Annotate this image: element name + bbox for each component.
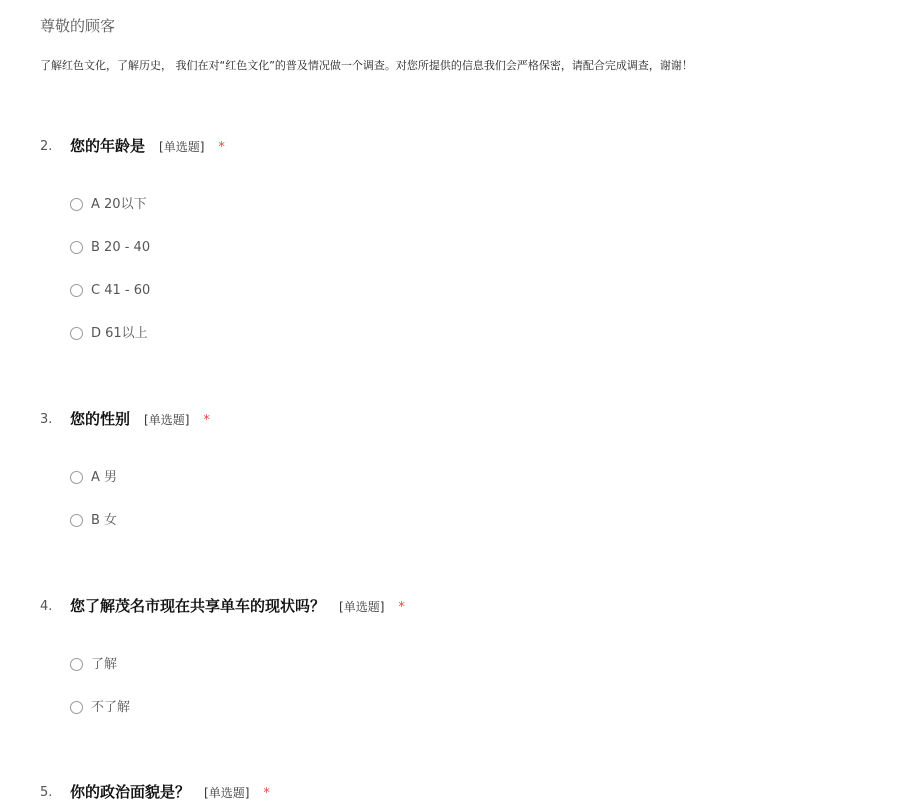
question-type: [单选题] xyxy=(159,140,205,154)
question-number: 4. xyxy=(40,599,53,614)
option-label: 不了解 xyxy=(91,700,131,715)
question-header xyxy=(40,408,880,432)
question-gender xyxy=(40,408,880,528)
option-list xyxy=(70,655,130,741)
option-label: C 41 - 60 xyxy=(91,283,151,298)
question-header xyxy=(40,595,880,619)
option-age-61-plus[interactable] xyxy=(70,324,150,367)
question-type: [单选题] xyxy=(204,786,250,800)
option-not-know[interactable] xyxy=(70,698,130,741)
option-label: B 女 xyxy=(91,513,118,528)
question-title: 您的年龄是 xyxy=(70,137,146,155)
option-label: A 男 xyxy=(91,470,118,485)
option-age-41-60[interactable] xyxy=(70,281,150,324)
required-mark: * xyxy=(203,413,210,428)
option-list xyxy=(70,468,117,554)
question-type: [单选题] xyxy=(339,600,385,614)
radio-button[interactable] xyxy=(70,471,83,484)
radio-button[interactable] xyxy=(70,658,83,671)
required-mark: * xyxy=(263,786,270,801)
radio-button[interactable] xyxy=(70,284,83,297)
radio-button[interactable] xyxy=(70,198,83,211)
question-title-wrap xyxy=(70,408,210,429)
option-label: B 20 - 40 xyxy=(91,240,151,255)
option-label: D 61以上 xyxy=(91,326,148,341)
required-mark: * xyxy=(218,140,225,155)
question-number: 5. xyxy=(40,785,53,800)
question-title-wrap xyxy=(70,595,405,616)
radio-button[interactable] xyxy=(70,241,83,254)
radio-button[interactable] xyxy=(70,514,83,527)
question-header xyxy=(40,781,880,805)
radio-button[interactable] xyxy=(70,701,83,714)
option-label: A 20以下 xyxy=(91,197,147,212)
option-age-under-20[interactable] xyxy=(70,195,150,238)
required-mark: * xyxy=(398,600,405,615)
option-gender-male[interactable] xyxy=(70,468,117,511)
question-title-wrap xyxy=(70,781,270,802)
option-age-20-40[interactable] xyxy=(70,238,150,281)
question-title: 您了解茂名市现在共享单车的现状吗？ xyxy=(70,597,326,615)
question-number: 2. xyxy=(40,139,53,154)
question-political-status xyxy=(40,781,880,805)
question-title: 您的性别 xyxy=(70,410,131,428)
question-title: 你的政治面貌是？ xyxy=(70,783,191,801)
survey-greeting: 尊敬的顾客 xyxy=(40,17,116,35)
option-gender-female[interactable] xyxy=(70,511,117,554)
question-bike-sharing xyxy=(40,595,880,715)
question-title-wrap xyxy=(70,135,225,156)
option-know[interactable] xyxy=(70,655,130,698)
radio-button[interactable] xyxy=(70,327,83,340)
question-type: [单选题] xyxy=(144,413,190,427)
survey-intro: 了解红色文化，了解历史， 我们在对“红色文化”的普及情况做一个调查。对您所提供的信息我们会严格保密，请配合完成调查，谢谢！ xyxy=(40,59,693,72)
question-header xyxy=(40,135,880,159)
question-number: 3. xyxy=(40,412,53,427)
option-list xyxy=(70,195,150,367)
question-age xyxy=(40,135,880,341)
option-label: 了解 xyxy=(91,657,118,672)
